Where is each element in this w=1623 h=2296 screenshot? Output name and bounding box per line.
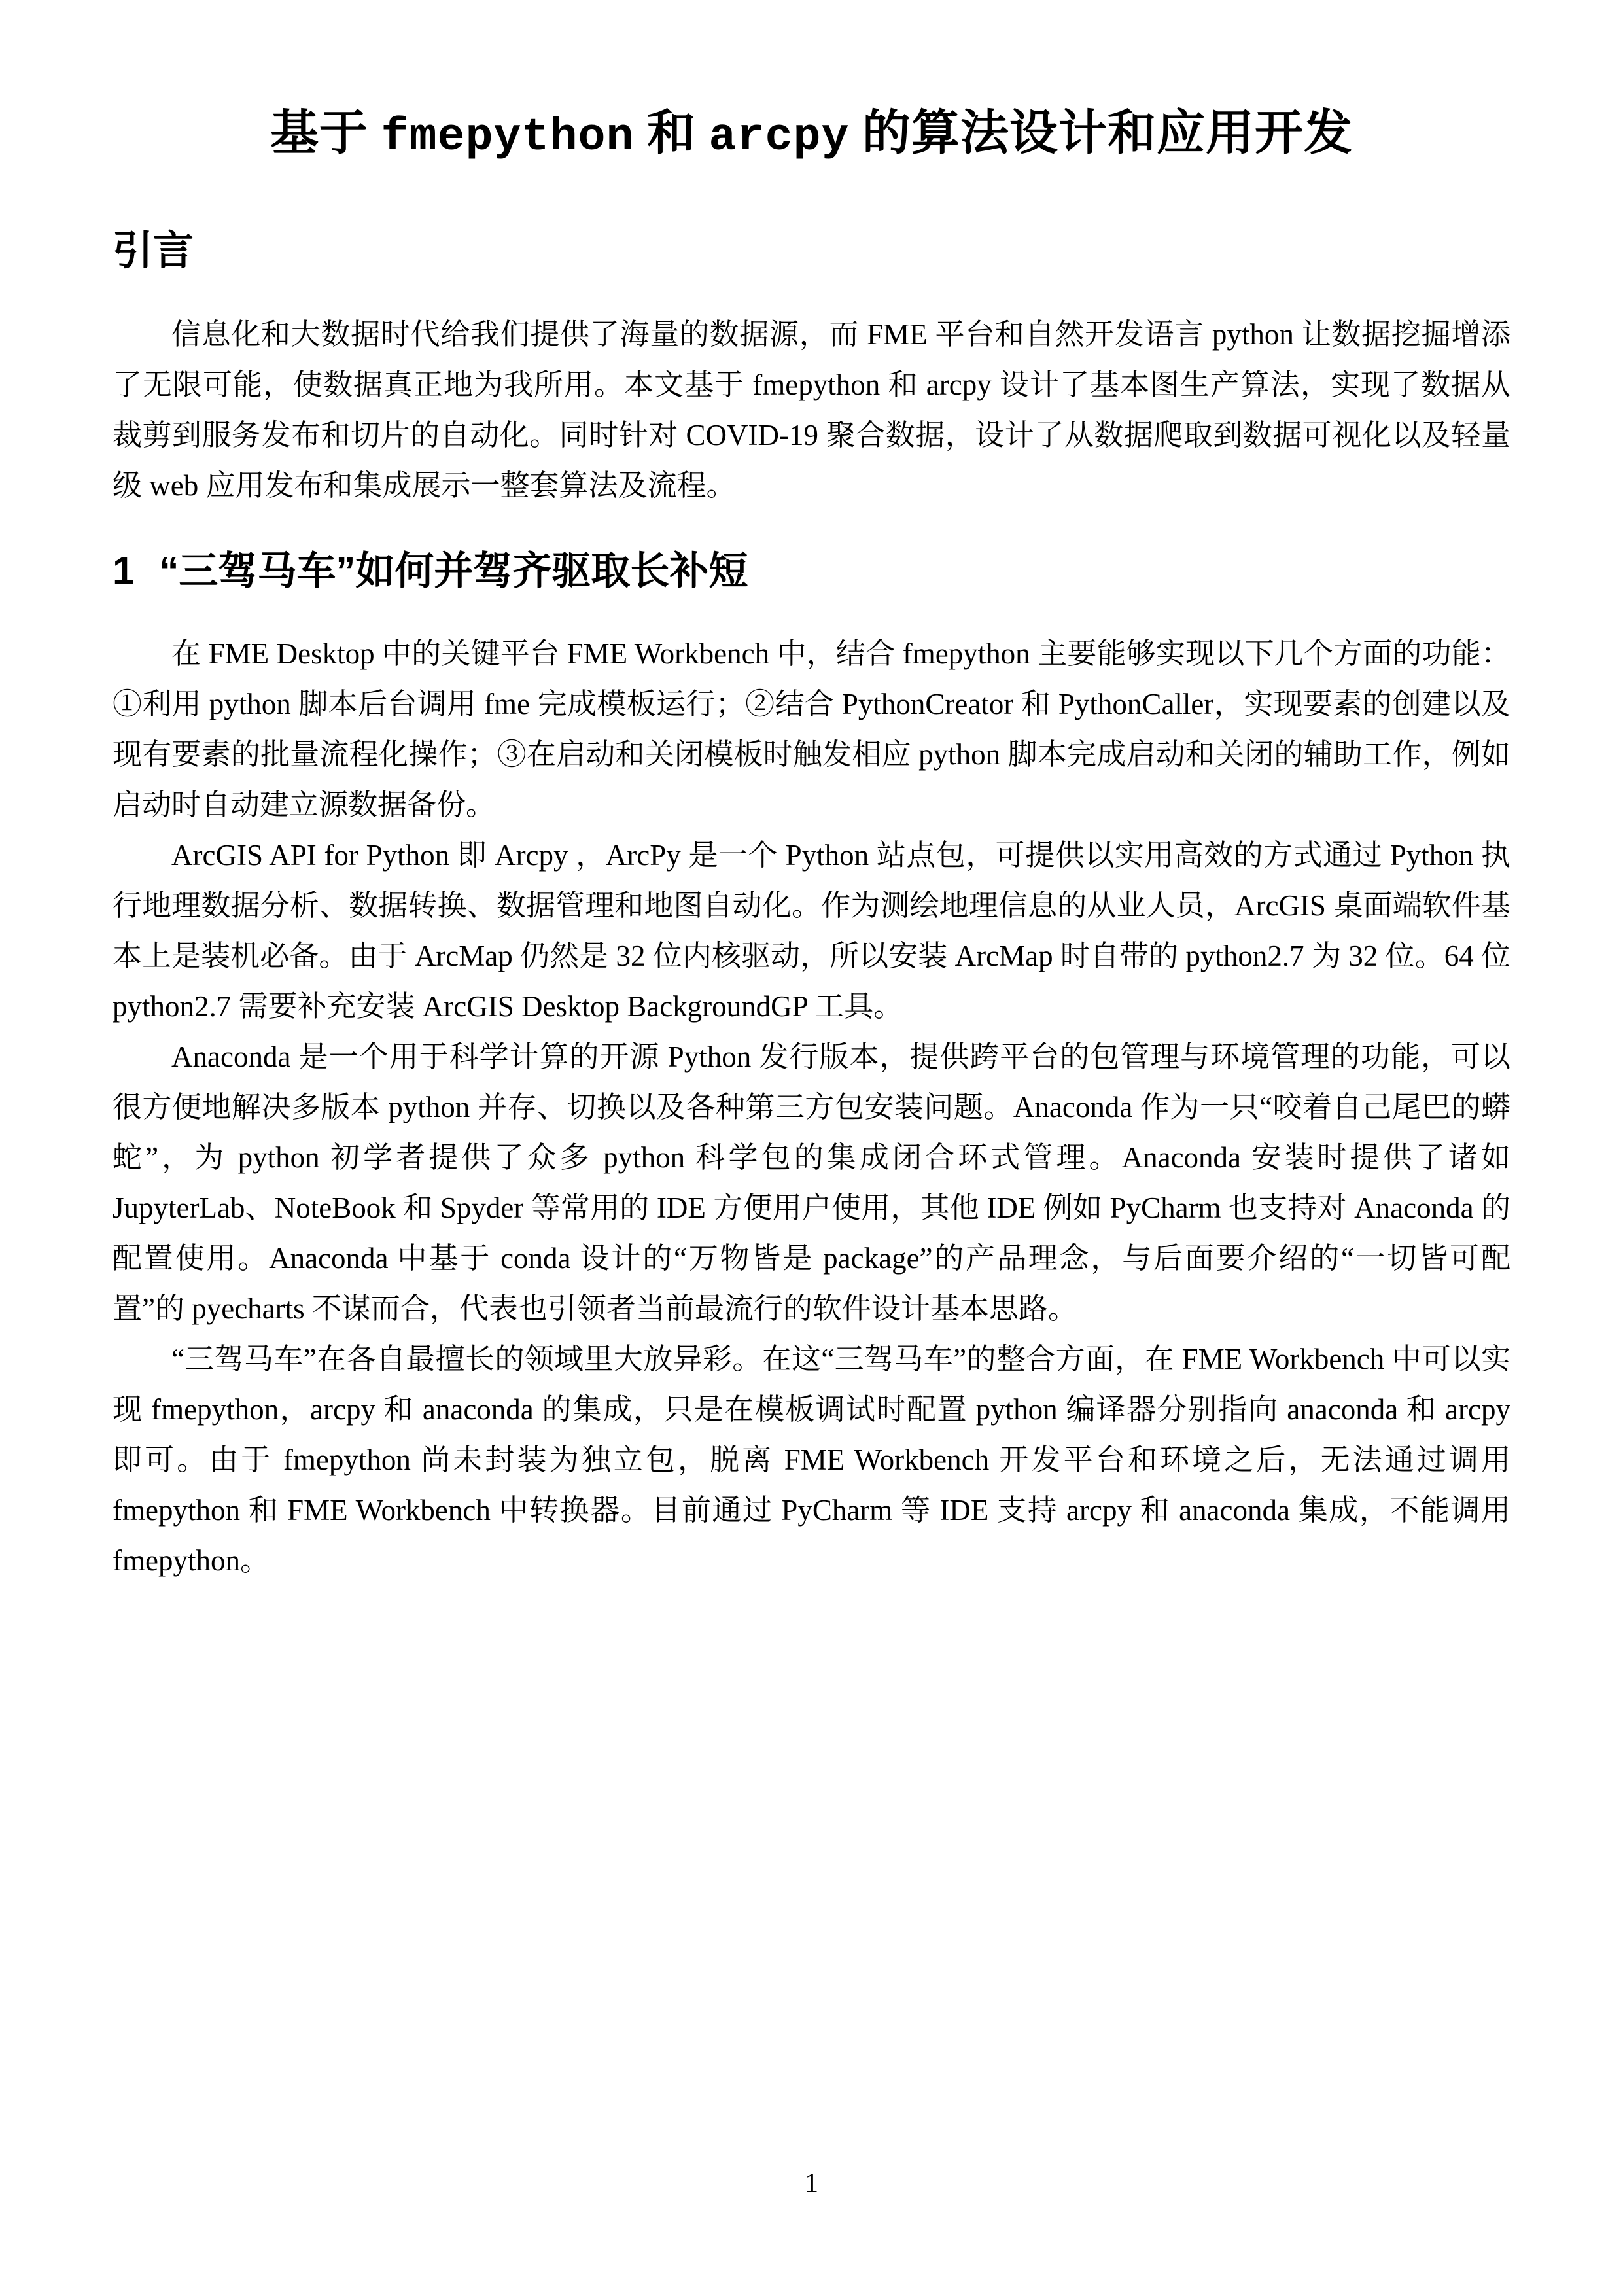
document-title <box>113 103 1510 167</box>
title-text-part-1: 基于 <box>270 107 381 160</box>
title-text-part-2: 和 <box>634 107 709 160</box>
title-code-arcpy: arcpy <box>708 112 850 164</box>
title-code-fmepython: fmepython <box>381 112 635 164</box>
section1-paragraph-2: ArcGIS API for Python 即 Arcpy ，ArcPy 是一个 Python 站点包，可提供以实用高效的方式通过 Python 执行地理数据分析、数据转换、数据管理和地图自动化。作为测绘地理信息的从业人员，ArcGIS 桌面端软件基本上是装机必备。由于 ArcMap 仍然是 32 位内核驱动，所以安装 ArcMap 时自带的 python2.7 为 32 位。64 位 python2.7 需要补充安装 ArcGIS Desktop BackgroundGP 工具。 <box>113 838 1510 1023</box>
title-text-part-3: 的算法设计和应用开发 <box>849 107 1353 160</box>
section1-number: 1 <box>113 548 135 593</box>
intro-heading: 引言 <box>113 228 194 274</box>
section1-heading-text: “三驾马车”如何并驾齐驱取长补短 <box>159 548 748 593</box>
section1-paragraph-4: “三驾马车”在各自最擅长的领域里大放异彩。在这“三驾马车”的整合方面，在 FME Workbench 中可以实现 fmepython，arcpy 和 anaconda 的集成，只是在模板调试时配置 python 编译器分别指向 anaconda 和 arcpy 即可。由于 fmepython 尚未封装为独立包，脱离 FME Workbench 开发平台和环境之后，无法通过调用 fmepython 和 FME Workbench 中转换器。目前通过 PyCharm 等 IDE 支持 arcpy 和 anaconda 集成，不能调用 fmepython。 <box>113 1342 1510 1577</box>
intro-paragraph: 信息化和大数据时代给我们提供了海量的数据源，而 FME 平台和自然开发语言 python 让数据挖掘增添了无限可能，使数据真正地为我所用。本文基于 fmepython 和 arcpy 设计了基本图生产算法，实现了数据从裁剪到服务发布和切片的自动化。同时针对 COVID-19 聚合数据，设计了从数据爬取到数据可视化以及轻量级 web 应用发布和集成展示一整套算法及流程。 <box>113 317 1510 502</box>
section1-paragraph-3: Anaconda 是一个用于科学计算的开源 Python 发行版本，提供跨平台的包管理与环境管理的功能，可以很方便地解决多版本 python 并存、切换以及各种第三方包安装问题。Anaconda 作为一只“咬着自己尾巴的蟒蛇”，为 python 初学者提供了众多 python 科学包的集成闭合环式管理。Anaconda 安装时提供了诸如 JupyterLab、NoteBook 和 Spyder 等常用的 IDE 方便用户使用，其他 IDE 例如 PyCharm 也支持对 Anaconda 的配置使用。Anaconda 中基于 conda 设计的“万物皆是 package”的产品理念，与后面要介绍的“一切皆可配置”的 pyecharts 不谋而合，代表也引领者当前最流行的软件设计基本思路。 <box>113 1040 1510 1325</box>
section1-paragraph-1: 在 FME Desktop 中的关键平台 FME Workbench 中，结合 fmepython 主要能够实现以下几个方面的功能：①利用 python 脚本后台调用 fme 完成模板运行；②结合 PythonCreator 和 PythonCaller，实现要素的创建以及现有要素的批量流程化操作；③在启动和关闭模板时触发相应 python 脚本完成启动和关闭的辅助工作，例如启动时自动建立源数据备份。 <box>113 637 1510 821</box>
page-number: 1 <box>805 2168 818 2199</box>
section1-heading <box>113 548 1510 595</box>
